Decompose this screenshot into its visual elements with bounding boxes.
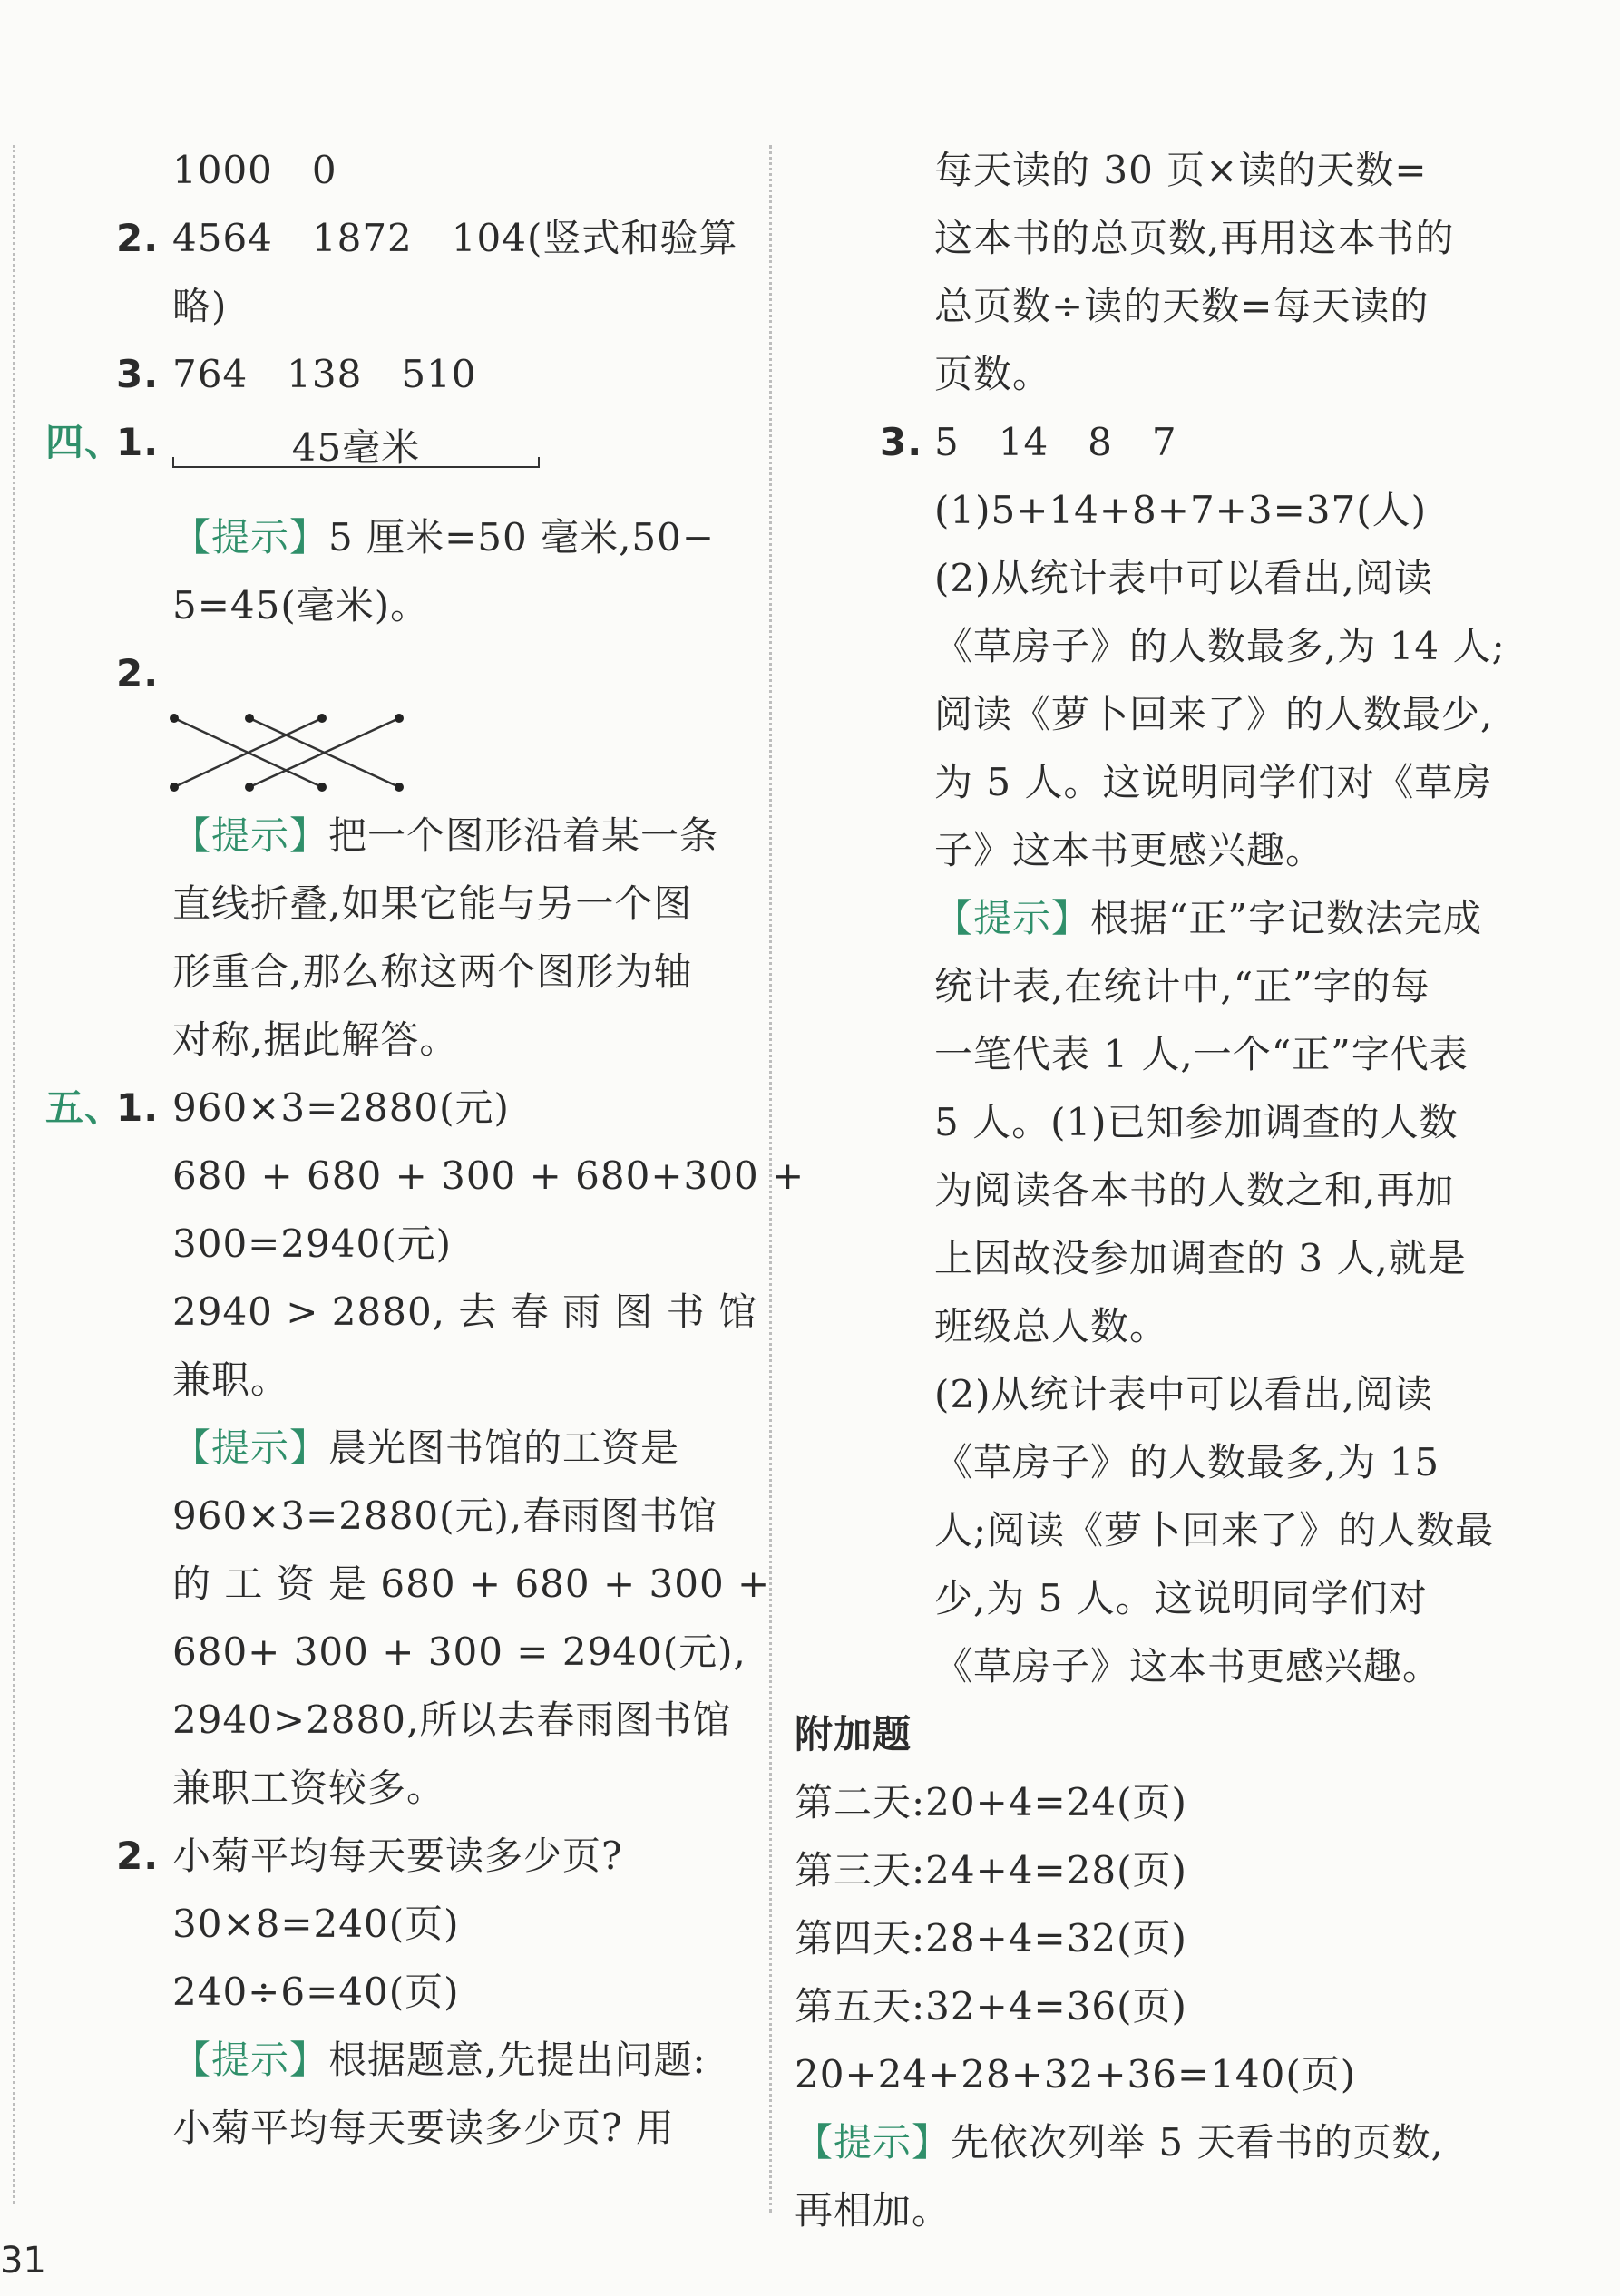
answer-line <box>780 544 1596 612</box>
symmetry-lines-diagram <box>0 707 762 798</box>
answer-line <box>0 1142 805 1210</box>
hint-text: 把一个图形沿着某一条 <box>328 813 719 858</box>
answer-text: 764 138 510 <box>172 352 477 396</box>
hint-line <box>0 1414 762 1482</box>
right-column <box>780 136 1596 2244</box>
hint-line <box>0 1006 762 1074</box>
hint-line <box>780 1360 1596 1428</box>
answer-line <box>780 1768 1596 1836</box>
question-3 <box>780 408 1596 476</box>
hint-line <box>0 1482 762 1550</box>
answer-text: 第五天:32+4=36(页) <box>795 1984 1187 2028</box>
hint-line <box>780 884 1596 952</box>
answer-text: 子》这本书更感兴趣。 <box>934 828 1325 872</box>
hint-text: 人;阅读《萝卜回来了》的人数最 <box>934 1508 1495 1552</box>
hint-text: 的 工 资 是 680 + 680 + 300 + <box>172 1561 771 1606</box>
answer-line <box>0 1890 762 1958</box>
hint-line <box>0 1550 771 1618</box>
hint-text: 《草房子》的人数最多,为 15 <box>934 1440 1440 1484</box>
hint-text: (2)从统计表中可以看出,阅读 <box>934 1372 1433 1416</box>
question-number: 2. <box>116 216 160 260</box>
hint-line <box>780 1020 1596 1088</box>
answer-text: 960×3=2880(元) <box>172 1085 510 1130</box>
answer-line <box>0 1958 762 2026</box>
hint-line <box>0 1754 762 1822</box>
answer-text: 第三天:24+4=28(页) <box>795 1848 1187 1892</box>
hint-line <box>780 2108 1596 2176</box>
answer-text: 240÷6=40(页) <box>172 1970 460 2014</box>
answer-line <box>780 1972 1596 2040</box>
hint-text: 班级总人数。 <box>934 1304 1169 1348</box>
hint-text: 兼职工资较多。 <box>172 1766 446 1810</box>
hint-text: 再相加。 <box>795 2188 952 2233</box>
hint-text: 晨光图书馆的工资是 <box>328 1425 680 1470</box>
question-number: 3. <box>880 420 923 464</box>
answer-text: 4564 1872 104(竖式和验算 <box>172 216 738 260</box>
answer-text: 为 5 人。这说明同学们对《草房 <box>934 760 1493 804</box>
answer-text: 《草房子》的人数最多,为 14 人; <box>934 624 1506 668</box>
answer-text: 680 + 680 + 300 + 680+300 + <box>172 1153 805 1198</box>
section-5-question-1 <box>0 1074 762 1142</box>
section-heading: 附加题 <box>795 1712 912 1756</box>
answer-text: 2940 > 2880, 去 春 雨 图 书 馆 <box>172 1289 758 1334</box>
answer-line <box>0 1210 762 1278</box>
hint-line <box>780 2176 1596 2244</box>
question-number: 3. <box>116 352 160 396</box>
answer-line <box>780 1904 1596 1972</box>
answer-line <box>780 680 1596 748</box>
answer-line <box>780 272 1596 340</box>
answer-line <box>0 136 762 204</box>
answer-text: (1)5+14+8+7+3=37(人) <box>934 488 1427 532</box>
section-4-question-2 <box>0 639 762 707</box>
hint-line <box>0 571 762 639</box>
answer-line <box>780 816 1596 884</box>
answer-text: (2)从统计表中可以看出,阅读 <box>934 556 1433 600</box>
hint-text: 5 厘米=50 毫米,50− <box>328 515 716 559</box>
hint-text: 5=45(毫米)。 <box>172 583 430 628</box>
question-number: 1. <box>116 1085 160 1130</box>
hint-line <box>0 870 762 938</box>
line-label: 45毫米 <box>291 425 421 470</box>
hint-text: 小菊平均每天要读多少页? 用 <box>172 2106 675 2150</box>
symmetry-figure <box>0 707 762 798</box>
hint-text: 960×3=2880(元),春雨图书馆 <box>172 1493 718 1538</box>
hint-text: 一笔代表 1 人,一个“正”字代表 <box>934 1032 1469 1076</box>
answer-text: 阅读《萝卜回来了》的人数最少, <box>934 692 1494 736</box>
hint-line <box>0 802 762 870</box>
hint-text: 上因故没参加调查的 3 人,就是 <box>934 1236 1467 1280</box>
answer-text: 总页数÷读的天数=每天读的 <box>934 284 1430 328</box>
hint-line <box>780 1496 1596 1564</box>
question-number: 2. <box>116 1834 160 1878</box>
left-column <box>0 136 805 2162</box>
answer-line <box>780 204 1596 272</box>
hint-line <box>780 1632 1596 1700</box>
answer-text: 300=2940(元) <box>172 1221 453 1266</box>
hint-label: 【提示】 <box>172 813 329 858</box>
hint-line <box>780 1428 1596 1496</box>
answer-text: 30×8=240(页) <box>172 1902 460 1946</box>
answer-text: 每天读的 30 页×读的天数= <box>934 148 1428 192</box>
question-3 <box>0 340 762 408</box>
hint-text: 形重合,那么称这两个图形为轴 <box>172 949 693 994</box>
answer-text: 略) <box>172 284 228 328</box>
hint-text: 680+ 300 + 300 = 2940(元), <box>172 1630 747 1674</box>
answer-text: 20+24+28+32+36=140(页) <box>795 2052 1357 2097</box>
hint-line <box>780 1088 1596 1156</box>
section-label: 四、 <box>45 420 124 464</box>
hint-line <box>0 2026 762 2094</box>
hint-text: 2940>2880,所以去春雨图书馆 <box>172 1698 732 1742</box>
answer-line <box>780 1836 1596 1904</box>
answer-line <box>780 340 1596 408</box>
hint-line <box>780 1224 1596 1292</box>
hint-text: 为阅读各本书的人数之和,再加 <box>934 1168 1455 1212</box>
answer-text: 小菊平均每天要读多少页? <box>172 1834 623 1878</box>
hint-line <box>0 1618 762 1686</box>
hint-text: 《草房子》这本书更感兴趣。 <box>934 1644 1442 1688</box>
answer-line <box>780 748 1596 816</box>
answer-line <box>780 476 1596 544</box>
hint-label: 【提示】 <box>172 1425 329 1470</box>
answer-line <box>0 1278 762 1346</box>
hint-line <box>0 938 762 1006</box>
extra-section-heading <box>780 1700 1596 1768</box>
question-number: 2. <box>116 651 160 696</box>
answer-line <box>780 2040 1596 2108</box>
hint-text: 先依次列举 5 天看书的页数, <box>951 2120 1444 2165</box>
hint-line <box>0 503 762 571</box>
section-5-question-2 <box>0 1822 762 1890</box>
section-4-question-1 <box>0 408 762 476</box>
hint-text: 根据题意,先提出问题: <box>328 2038 707 2082</box>
hint-line <box>780 1156 1596 1224</box>
hint-text: 少,为 5 人。这说明同学们对 <box>934 1576 1428 1620</box>
question-number: 1. <box>116 420 160 464</box>
answer-text: 这本书的总页数,再用这本书的 <box>934 216 1455 260</box>
answer-line <box>0 272 762 340</box>
hint-line <box>780 1564 1596 1632</box>
hint-label: 【提示】 <box>795 2120 952 2165</box>
hint-label: 【提示】 <box>172 2038 329 2082</box>
hint-text: 对称,据此解答。 <box>172 1017 459 1062</box>
answer-text: 兼职。 <box>172 1357 290 1402</box>
section-label: 五、 <box>45 1085 124 1130</box>
hint-text: 5 人。(1)已知参加调查的人数 <box>934 1100 1459 1144</box>
hint-line <box>0 1686 762 1754</box>
answer-text: 1000 0 <box>172 148 337 192</box>
page-number: 31 <box>0 2240 46 2281</box>
answer-line <box>0 1346 762 1414</box>
hint-label: 【提示】 <box>934 896 1091 940</box>
hint-text: 统计表,在统计中,“正”字的每 <box>934 964 1430 1008</box>
hint-text: 根据“正”字记数法完成 <box>1090 896 1482 940</box>
answer-text: 页数。 <box>934 352 1052 396</box>
hint-line <box>0 2094 762 2162</box>
hint-line <box>780 1292 1596 1360</box>
hint-line <box>780 952 1596 1020</box>
line-segment-45mm <box>172 421 540 468</box>
answer-text: 第四天:28+4=32(页) <box>795 1916 1187 1960</box>
answer-line <box>780 612 1596 680</box>
hint-label: 【提示】 <box>172 515 329 559</box>
answer-line <box>780 136 1596 204</box>
question-2 <box>0 204 762 272</box>
hint-text: 直线折叠,如果它能与另一个图 <box>172 881 693 926</box>
answer-text: 5 14 8 7 <box>934 420 1177 464</box>
answer-text: 第二天:20+4=24(页) <box>795 1780 1187 1824</box>
